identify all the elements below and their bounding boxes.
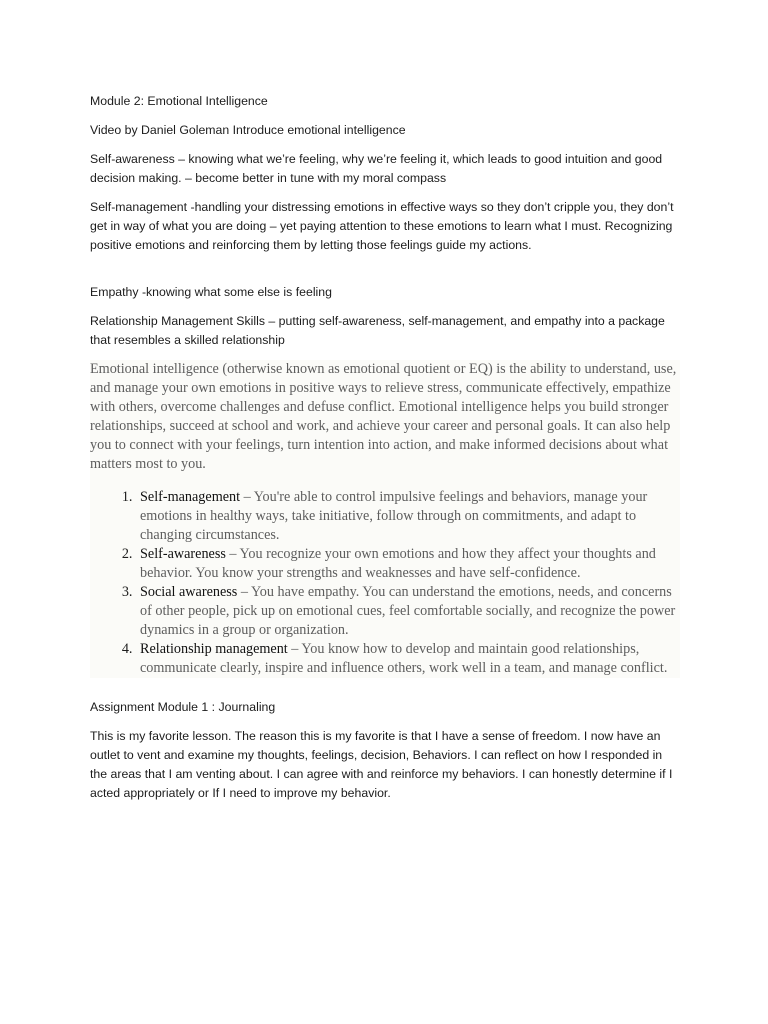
empathy-note: Empathy -knowing what some else is feeling [90, 285, 332, 299]
assignment-body: This is my favorite lesson. The reason this is my favorite is that I have a sense of freedom. I now have an outlet to vent and examine my thoughts, feelings, decision, Behaviors. I can reflect on how I responded in the areas that I am venting about. I can agree with and reinforce my behaviors. I can honestly determine if I acted appropriately or If I need to improve my behavior. [90, 729, 673, 800]
eq-components-list [90, 488, 680, 678]
relationship-note: Relationship Management Skills – putting self-awareness, self-management, and empathy into a package that resembles a skilled relationship [90, 314, 665, 347]
list-item-term: Relationship management [140, 641, 288, 657]
list-item-text: – You know how to develop and maintain good relationships, communicate clearly, inspire and influence others, work well in a team, and manage conflict. [140, 641, 668, 676]
list-item-text: – You're able to control impulsive feelings and behaviors, manage your emotions in healthy ways, take initiative, follow through on commitments, and adapt to changing circumstances. [140, 489, 648, 543]
list-item-term: Self-management [140, 489, 241, 505]
self-management-note: Self-management -handling your distressing emotions in effective ways so they don’t cripple you, they don’t get in way of what you are doing – yet paying attention to these emotions to learn what I must. Recognizing positive emotions and reinforcing them by letting those feelings guide my actions. [90, 200, 674, 252]
list-item-term: Social awareness [140, 584, 238, 600]
list-item-term: Self-awareness [140, 546, 226, 562]
list-item-text: – You have empathy. You can understand the emotions, needs, and concerns of other people, pick up on emotional cues, feel comfortable socially, and recognize the power dynamics in a group or organization. [140, 584, 676, 638]
module-title: Module 2: Emotional Intelligence [90, 94, 268, 108]
blank-line [90, 265, 680, 283]
video-line: Video by Daniel Goleman Introduce emotional intelligence [90, 123, 406, 137]
assignment-title: Assignment Module 1 : Journaling [90, 700, 276, 714]
list-item [136, 640, 680, 678]
self-awareness-note: Self-awareness – knowing what we’re feeling, why we’re feeling it, which leads to good intuition and good decision making. – become better in tune with my moral compass [90, 152, 663, 185]
list-item-text: – You recognize your own emotions and how they affect your thoughts and behavior. You know your strengths and weaknesses and have self-confidence. [140, 546, 656, 581]
quote-intro: Emotional intelligence (otherwise known as emotional quotient or EQ) is the ability to understand, use, and manage your own emotions in positive ways to relieve stress, communicate effectively, empathize with others, overcome challenges and defuse conflict. Emotional intelligence helps you build stronger relationships, succeed at school and work, and achieve your career and personal goals. It can also help you to connect with your feelings, turn intention into action, and make informed decisions about what matters most to you. [90, 361, 677, 472]
list-item [136, 545, 680, 583]
quoted-excerpt [90, 360, 680, 678]
list-item [136, 583, 680, 640]
document-page [90, 92, 680, 813]
list-item [136, 488, 680, 545]
